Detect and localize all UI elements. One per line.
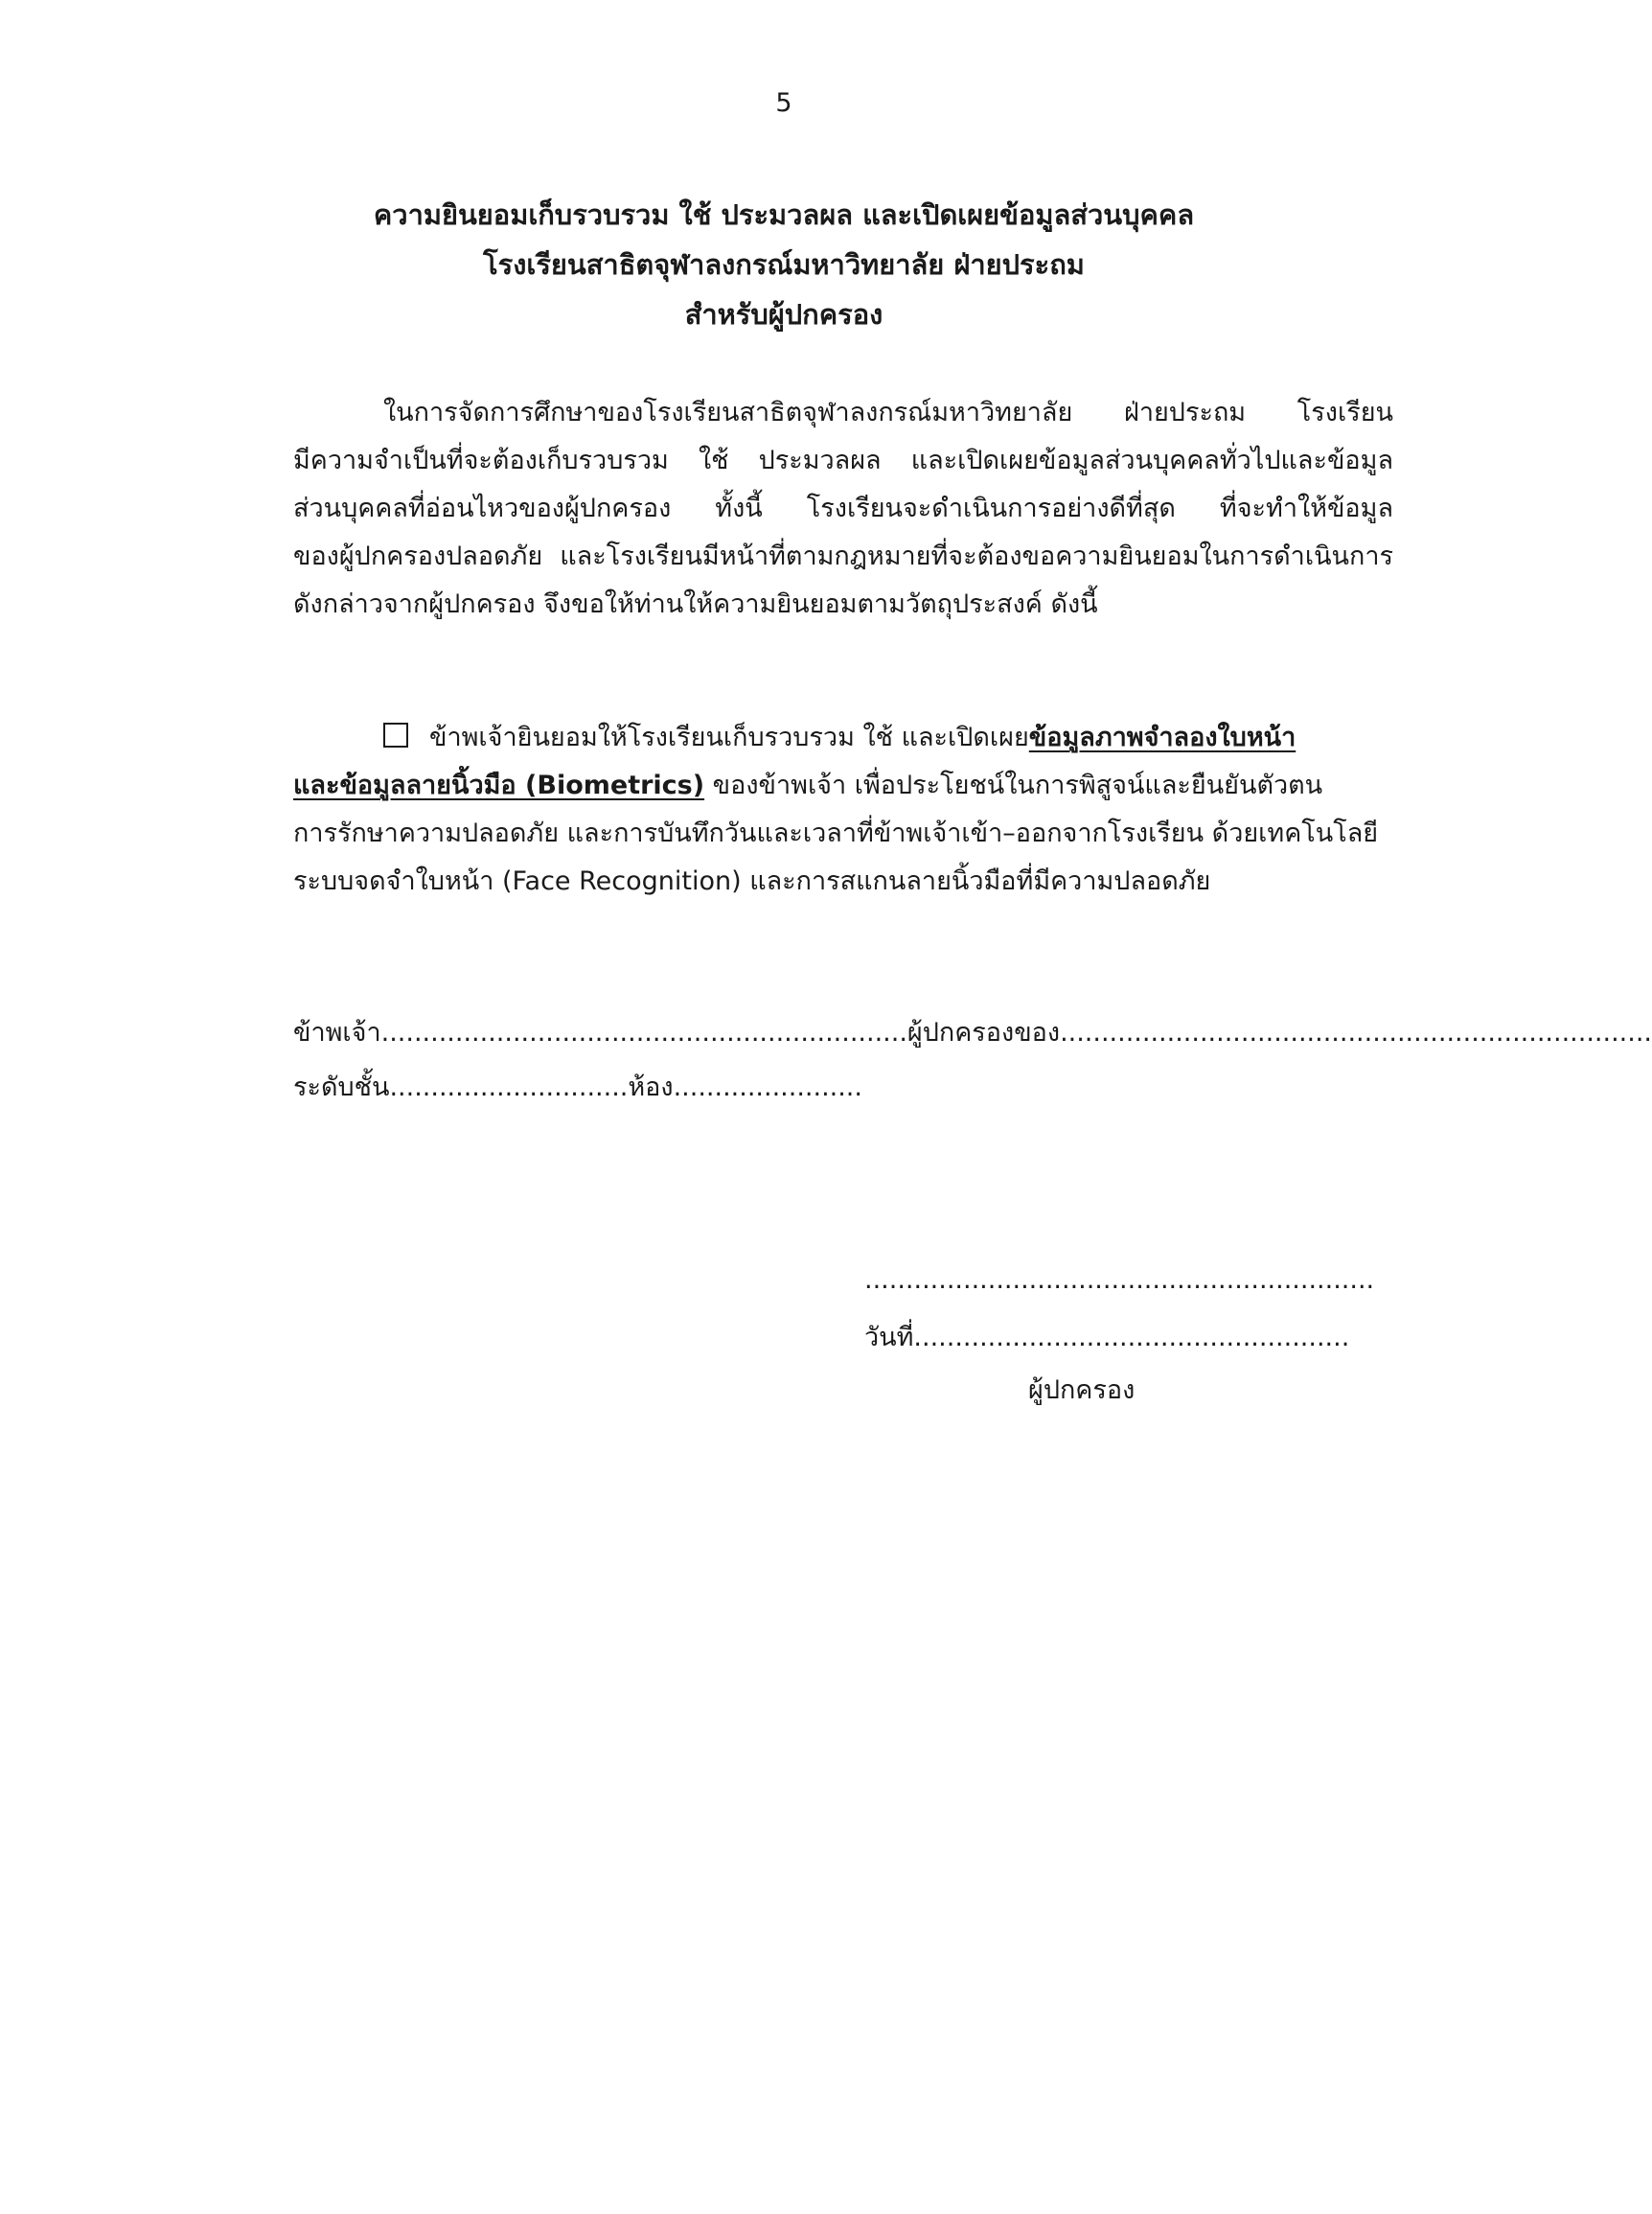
intro-line-3: ส่วนบุคคลที่อ่อนไหวของผู้ปกครอง ทั้งนี้ โรงเรียนจะดำเนินการอย่างดีที่สุด ที่จะทำให้ข้อมูล [293,494,1393,523]
class-row [293,1066,862,1107]
consent-line-2-text: ของข้าพเจ้า เพื่อประโยชน์ในการพิสูจน์และยืนยันตัวตน [704,771,1323,800]
intro-paragraph [293,389,1393,629]
page-number: 5 [775,88,792,118]
name-label: ข้าพเจ้า [293,1018,381,1048]
consent-checkbox[interactable] [383,723,408,748]
consent-biometrics-emphasis: และข้อมูลลายนิ้วมือ (Biometrics) [293,771,705,800]
name-row [293,1011,1652,1052]
title-line-3: สำหรับผู้ปกครอง [684,298,883,331]
level-label: ระดับชั้น [293,1072,390,1102]
room-label: ห้อง [628,1072,674,1102]
consent-line-2 [293,762,1393,810]
name-field[interactable]: ................................................................ [380,1018,907,1048]
signature-field[interactable]: .............................................................. [864,1265,1375,1295]
intro-line-5: ดังกล่าวจากผู้ปกครอง จึงขอให้ท่านให้ความยินยอมตามวัตถุประสงค์ ดังนี้ [293,589,1098,619]
signer-role: ผู้ปกครอง [1028,1375,1136,1405]
room-field[interactable]: ....................... [673,1072,862,1102]
intro-line-1: ในการจัดการศึกษาของโรงเรียนสาธิตจุฬาลงกรณ์มหาวิทยาลัย ฝ่ายประถม โรงเรียน [383,398,1393,427]
level-field[interactable]: ............................. [389,1072,629,1102]
date-label: วันที่ [864,1323,914,1352]
consent-line-1 [293,714,1393,762]
consent-line-3: การรักษาความปลอดภัย และการบันทึกวันและเวลาที่ข้าพเจ้าเข้า–ออกจากโรงเรียน ด้วยเทคโนโลยี [293,819,1379,848]
consent-line-4: ระบบจดจำใบหน้า (Face Recognition) และการสแกนลายนิ้วมือที่มีความปลอดภัย [293,866,1211,896]
guardian-of-label: ผู้ปกครองของ [906,1018,1061,1048]
date-field[interactable]: ..................................................... [913,1323,1350,1352]
intro-line-4: ของผู้ปกครองปลอดภัย และโรงเรียนมีหน้าที่ตามกฎหมายที่จะต้องขอความยินยอมในการดำเนินการ [293,542,1393,571]
consent-paragraph [293,714,1393,906]
consent-face-data-emphasis: ข้อมูลภาพจำลองใบหน้า [1028,723,1296,752]
title-line-1: ความยินยอมเก็บรวบรวม ใช้ ประมวลผล และเปิดเผยข้อมูลส่วนบุคคล [373,198,1195,231]
document-title [0,190,1568,339]
intro-line-2: มีความจำเป็นที่จะต้องเก็บรวบรวม ใช้ ประมวลผล และเปิดเผยข้อมูลส่วนบุคคลทั่วไปและข้อมูล [293,446,1393,475]
title-line-2: โรงเรียนสาธิตจุฬาลงกรณ์มหาวิทยาลัย ฝ่ายประถม [483,248,1085,281]
consent-line-1-text: ข้าพเจ้ายินยอมให้โรงเรียนเก็บรวบรวม ใช้ และเปิดเผย [429,723,1029,752]
date-row [864,1316,1349,1357]
student-name-field[interactable]: ........................................................................ [1060,1018,1652,1048]
